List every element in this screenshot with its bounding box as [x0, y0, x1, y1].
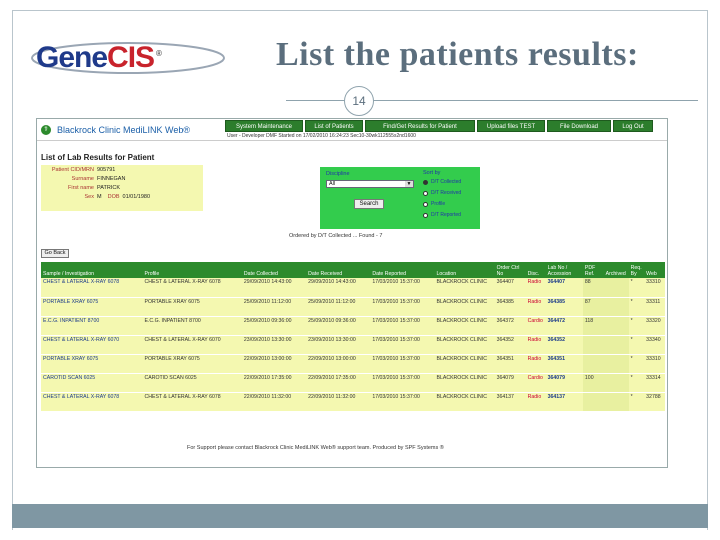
- table-row[interactable]: [41, 354, 665, 373]
- radio-icon[interactable]: [423, 213, 428, 218]
- cell-order-ctrl: 364407: [495, 278, 526, 297]
- col-date-reported: Date Reported: [370, 262, 434, 278]
- col-date-collected: Date Collected: [242, 262, 306, 278]
- cell-location: BLACKROCK CLINIC: [435, 392, 495, 411]
- discipline-label: Discipline: [326, 171, 350, 177]
- cell-req-by: *: [629, 297, 645, 316]
- app-screenshot: [36, 118, 668, 468]
- nav-log-out[interactable]: Log Out: [613, 120, 653, 132]
- cell-date-collected: 22/09/2010 17:35:00: [242, 373, 306, 392]
- table-header-row: [41, 262, 665, 278]
- cell-pdf-ref: [583, 392, 604, 411]
- nav-list-of-patients[interactable]: List of Patients: [305, 120, 363, 132]
- cell-date-received: 25/09/2010 09:36:00: [306, 316, 370, 335]
- cell-date-received: 25/09/2010 11:12:00: [306, 297, 370, 316]
- radio-icon[interactable]: [423, 191, 428, 196]
- sort-option-reported[interactable]: [423, 212, 461, 218]
- cell-date-collected: 29/09/2010 14:43:00: [242, 278, 306, 297]
- support-footer: For Support please contact Blackrock Clinic MediLINK Web® support team. Produced by SPF Systems ®: [187, 445, 444, 451]
- sex-label: Sex: [84, 193, 94, 200]
- chevron-down-icon[interactable]: ▼: [406, 181, 412, 187]
- cell-req-by: *: [629, 335, 645, 354]
- page-heading: List of Lab Results for Patient: [41, 153, 155, 162]
- cell-req-by: *: [629, 278, 645, 297]
- col-lab-no: Lab No / Accession: [546, 262, 583, 278]
- cell-date-collected: 22/09/2010 13:00:00: [242, 354, 306, 373]
- cell-profile: CHEST & LATERAL X-RAY 6078: [143, 392, 242, 411]
- patient-id-label: Patient CID/MRN: [51, 166, 94, 173]
- cell-disc: Cardio: [526, 373, 546, 392]
- logo-gene-text: Gene: [36, 41, 108, 74]
- table-row[interactable]: [41, 373, 665, 392]
- cell-location: BLACKROCK CLINIC: [435, 373, 495, 392]
- cell-web: 33311: [644, 297, 665, 316]
- sort-by-label: Sort by: [423, 170, 441, 176]
- table-row[interactable]: [41, 278, 665, 297]
- table-row[interactable]: [41, 392, 665, 411]
- sort-option-profile[interactable]: [423, 201, 445, 207]
- table-row[interactable]: [41, 335, 665, 354]
- nav-file-download[interactable]: File Download: [547, 120, 611, 132]
- cell-date-reported: 17/03/2010 15:37:00: [370, 335, 434, 354]
- cell-web: 33314: [644, 373, 665, 392]
- cell-location: BLACKROCK CLINIC: [435, 354, 495, 373]
- slide-frame-right: [707, 10, 708, 530]
- cell-order-ctrl: 364352: [495, 335, 526, 354]
- slide-frame-left: [12, 10, 13, 530]
- cell-disc: Radio: [526, 354, 546, 373]
- cell-lab-no[interactable]: 364079: [546, 373, 583, 392]
- col-location: Location: [435, 262, 495, 278]
- slide-bottom-bar: [12, 504, 708, 528]
- cell-date-reported: 17/03/2010 15:37:00: [370, 373, 434, 392]
- cell-lab-no[interactable]: 364351: [546, 354, 583, 373]
- cell-web: 32788: [644, 392, 665, 411]
- cell-date-received: 29/09/2010 14:43:00: [306, 278, 370, 297]
- table-row[interactable]: [41, 297, 665, 316]
- genecis-logo: [36, 38, 161, 78]
- logo-registered-mark: ®: [156, 49, 161, 58]
- patient-id-value: 905791: [97, 166, 116, 173]
- cell-pdf-ref: 118: [583, 316, 604, 335]
- firstname-label: First name: [68, 184, 94, 191]
- cell-pdf-ref: [583, 354, 604, 373]
- cell-date-reported: 17/03/2010 15:37:00: [370, 316, 434, 335]
- cell-location: BLACKROCK CLINIC: [435, 335, 495, 354]
- cell-order-ctrl: 364351: [495, 354, 526, 373]
- cell-sample: CHEST & LATERAL X-RAY 6070: [41, 335, 143, 354]
- sort-option-label: D/T Received: [431, 190, 462, 196]
- cell-sample: CHEST & LATERAL X-RAY 6078: [41, 278, 143, 297]
- cell-web: 33310: [644, 354, 665, 373]
- col-profile: Profile: [143, 262, 242, 278]
- cell-req-by: *: [629, 354, 645, 373]
- cell-archived: [604, 316, 629, 335]
- cell-sample: CAROTID SCAN 6025: [41, 373, 143, 392]
- firstname-value: PATRICK: [97, 184, 121, 191]
- col-date-received: Date Received: [306, 262, 370, 278]
- sort-option-label: Profile: [431, 201, 446, 207]
- top-nav: [225, 120, 655, 132]
- cell-pdf-ref: 88: [583, 278, 604, 297]
- cell-disc: Radio: [526, 392, 546, 411]
- cell-archived: [604, 354, 629, 373]
- cell-web: 33310: [644, 278, 665, 297]
- cell-location: BLACKROCK CLINIC: [435, 316, 495, 335]
- cell-sample: PORTABLE XRAY 6075: [41, 354, 143, 373]
- cell-sample: E.C.G. INPATIENT 8700: [41, 316, 143, 335]
- cell-profile: CHEST & LATERAL X-RAY 6078: [143, 278, 242, 297]
- radio-icon[interactable]: [423, 202, 428, 207]
- cell-date-received: 22/09/2010 13:00:00: [306, 354, 370, 373]
- cell-sample: PORTABLE XRAY 6075: [41, 297, 143, 316]
- cell-date-collected: 25/09/2010 09:36:00: [242, 316, 306, 335]
- cell-lab-no[interactable]: 364407: [546, 278, 583, 297]
- filter-panel: [320, 167, 480, 229]
- cell-req-by: *: [629, 392, 645, 411]
- cell-profile: CHEST & LATERAL X-RAY 6070: [143, 335, 242, 354]
- cell-date-reported: 17/03/2010 15:37:00: [370, 354, 434, 373]
- cell-req-by: *: [629, 373, 645, 392]
- cell-disc: Radio: [526, 297, 546, 316]
- dob-label: DOB: [107, 193, 120, 200]
- cell-date-received: 22/09/2010 11:32:00: [306, 392, 370, 411]
- slide-title: List the patients results:: [276, 36, 639, 73]
- cell-disc: Radio: [526, 278, 546, 297]
- cell-pdf-ref: 87: [583, 297, 604, 316]
- results-summary: Ordered by D/T Collected ... Found - 7: [289, 233, 383, 239]
- cell-date-reported: 17/03/2010 15:37:00: [370, 392, 434, 411]
- cell-lab-no[interactable]: 364352: [546, 335, 583, 354]
- page-number: 14: [344, 86, 374, 116]
- cell-location: BLACKROCK CLINIC: [435, 278, 495, 297]
- surname-label: Surname: [71, 175, 94, 182]
- sort-option-received[interactable]: [423, 190, 461, 196]
- cell-sample: CHEST & LATERAL X-RAY 6078: [41, 392, 143, 411]
- cell-date-collected: 22/09/2010 11:32:00: [242, 392, 306, 411]
- sort-option-label: D/T Collected: [431, 179, 462, 185]
- cell-disc: Radio: [526, 335, 546, 354]
- sex-value: M: [97, 193, 102, 200]
- cell-archived: [604, 278, 629, 297]
- cell-order-ctrl: 364372: [495, 316, 526, 335]
- slide-frame-top: [12, 10, 708, 11]
- cell-order-ctrl: 364079: [495, 373, 526, 392]
- discipline-select[interactable]: [326, 180, 414, 188]
- col-archived: Archived: [604, 262, 629, 278]
- clinic-logo: [37, 125, 225, 135]
- cell-web: 33340: [644, 335, 665, 354]
- cell-order-ctrl: 364385: [495, 297, 526, 316]
- cell-archived: [604, 335, 629, 354]
- cell-archived: [604, 392, 629, 411]
- cell-lab-no[interactable]: 364385: [546, 297, 583, 316]
- col-sample: Sample / Investigation: [41, 262, 143, 278]
- clinic-name: Blackrock Clinic MediLINK Web®: [57, 124, 191, 135]
- cell-profile: PORTABLE XRAY 6075: [143, 354, 242, 373]
- surname-value: FINNEGAN: [97, 175, 126, 182]
- cell-profile: PORTABLE XRAY 6075: [143, 297, 242, 316]
- nav-upload-files[interactable]: Upload files TEST: [477, 120, 545, 132]
- sort-option-collected[interactable]: [423, 179, 461, 185]
- app-header: [37, 119, 667, 141]
- cell-profile: CAROTID SCAN 6025: [143, 373, 242, 392]
- dob-value: 01/01/1980: [122, 193, 151, 200]
- col-req-by: Req. By: [629, 262, 645, 278]
- cell-order-ctrl: 364137: [495, 392, 526, 411]
- cell-date-received: 22/09/2010 17:35:00: [306, 373, 370, 392]
- cell-location: BLACKROCK CLINIC: [435, 297, 495, 316]
- cell-disc: Cardio: [526, 316, 546, 335]
- cell-req-by: *: [629, 316, 645, 335]
- user-session-line: User - Developer DMF Started on 17/02/2010 16:24:23 Sec10-30wk112555s2nd1600: [227, 133, 416, 139]
- discipline-value: All: [329, 181, 336, 187]
- cell-date-collected: 23/09/2010 13:30:00: [242, 335, 306, 354]
- clinic-icon: ⚕: [41, 125, 51, 135]
- cell-date-reported: 17/03/2010 15:37:00: [370, 297, 434, 316]
- cell-lab-no[interactable]: 364472: [546, 316, 583, 335]
- results-table: [41, 262, 665, 412]
- logo-cis-text: CIS: [107, 41, 155, 74]
- go-back-button[interactable]: Go Back: [41, 249, 69, 258]
- cell-web: 33320: [644, 316, 665, 335]
- cell-archived: [604, 373, 629, 392]
- cell-profile: E.C.G. INPATIENT 8700: [143, 316, 242, 335]
- col-web: Web: [644, 262, 665, 278]
- col-pdf-ref: PDF Ref.: [583, 262, 604, 278]
- cell-archived: [604, 297, 629, 316]
- radio-selected-icon[interactable]: [423, 180, 428, 185]
- col-disc: Disc.: [526, 262, 546, 278]
- search-button[interactable]: Search: [354, 199, 384, 209]
- nav-find-get-results[interactable]: Find/Get Results for Patient: [365, 120, 475, 132]
- cell-lab-no[interactable]: 364137: [546, 392, 583, 411]
- cell-pdf-ref: 100: [583, 373, 604, 392]
- cell-pdf-ref: [583, 335, 604, 354]
- table-row[interactable]: [41, 316, 665, 335]
- cell-date-collected: 25/09/2010 11:12:00: [242, 297, 306, 316]
- col-order-ctrl: Order Ctrl No: [495, 262, 526, 278]
- sort-option-label: D/T Reported: [431, 212, 461, 218]
- cell-date-reported: 17/03/2010 15:37:00: [370, 278, 434, 297]
- nav-system-maintenance[interactable]: System Maintenance: [225, 120, 303, 132]
- patient-details: [41, 165, 203, 211]
- cell-date-received: 23/09/2010 13:30:00: [306, 335, 370, 354]
